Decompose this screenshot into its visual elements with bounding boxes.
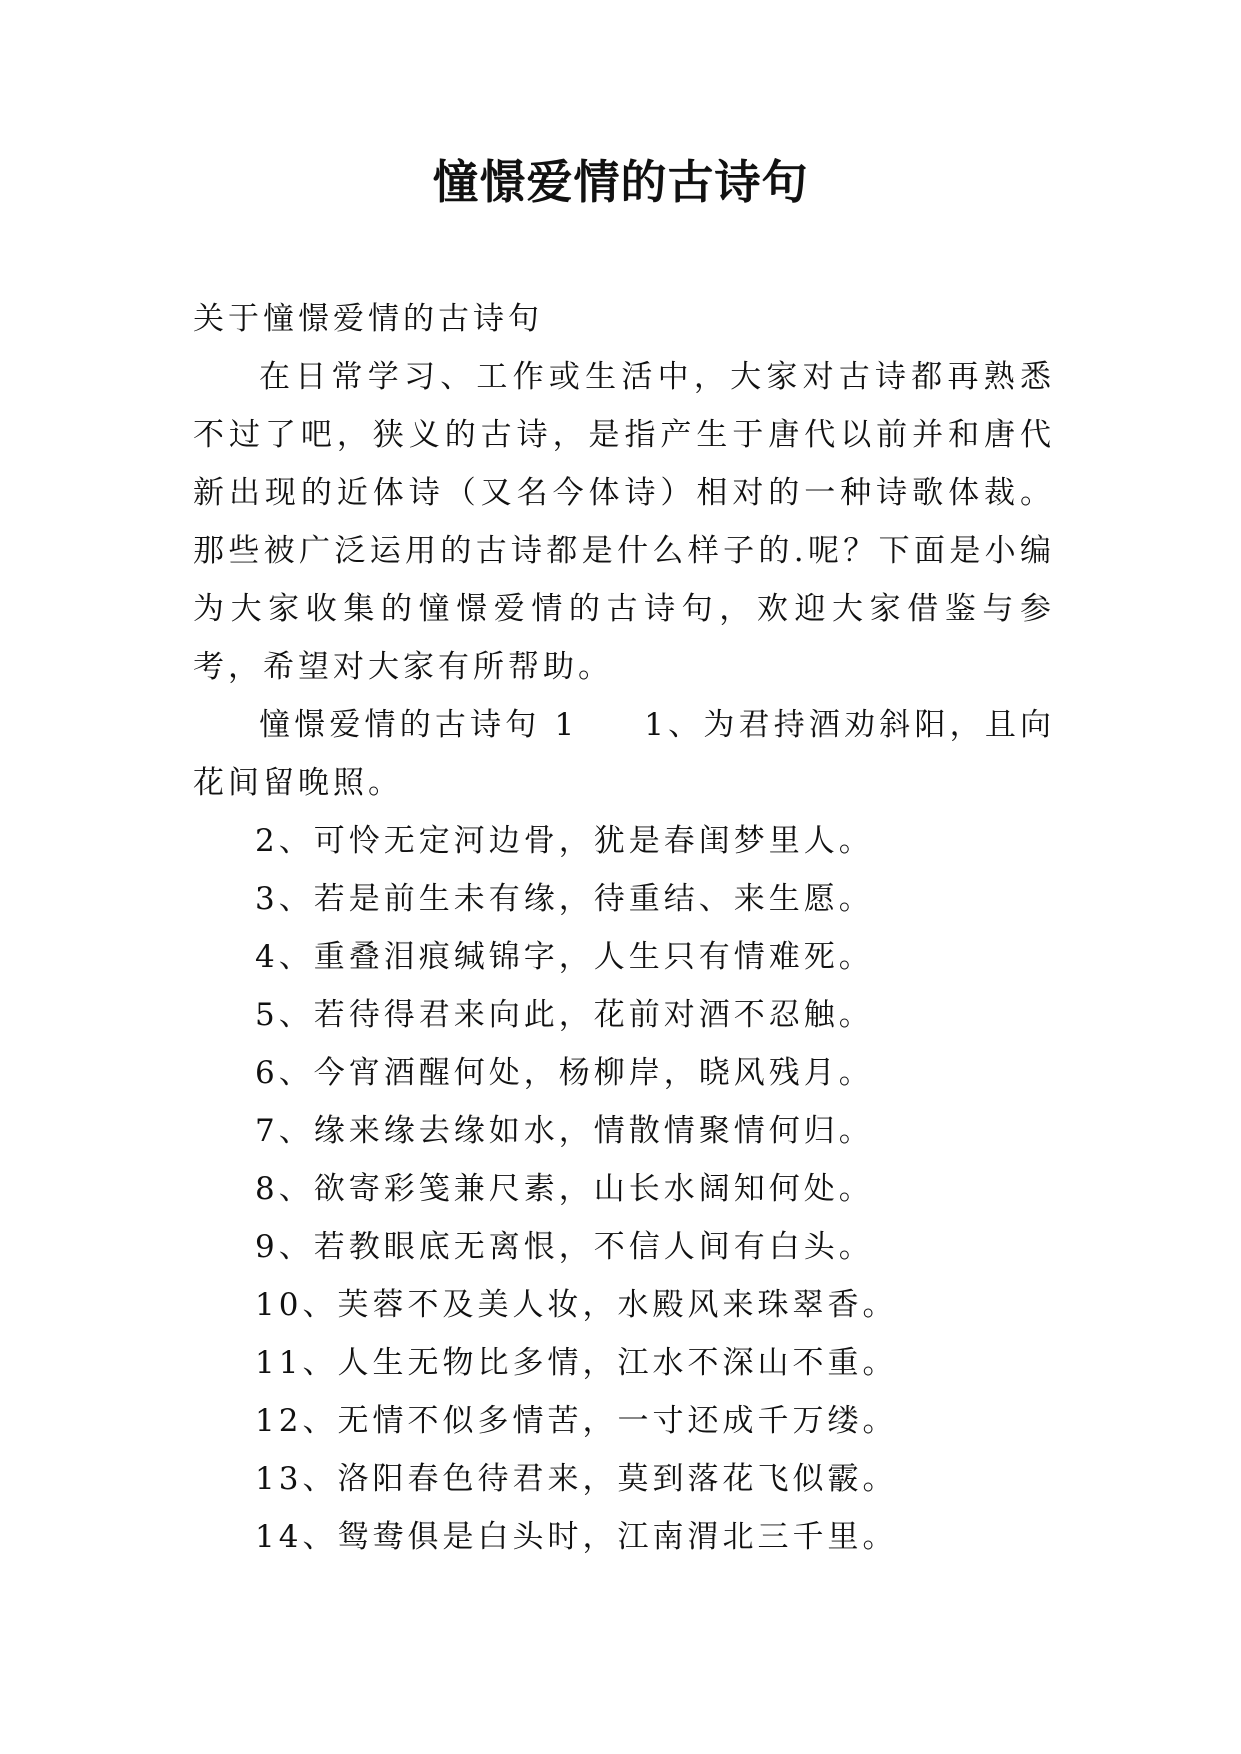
poem-line-1: 1、为君持酒劝斜阳，且向花间留晚照。 bbox=[193, 707, 1056, 801]
document-body bbox=[193, 290, 1055, 1566]
poem-list bbox=[193, 812, 1055, 1566]
document-subtitle: 关于憧憬爱情的古诗句 bbox=[193, 301, 543, 337]
poem-line: 6、今宵酒醒何处，杨柳岸，晓风残月。 bbox=[255, 1055, 874, 1091]
poem-line: 3、若是前生未有缘，待重结、来生愿。 bbox=[255, 881, 874, 917]
poem-line: 5、若待得君来向此，花前对酒不忍触。 bbox=[255, 997, 874, 1033]
poem-line: 7、缘来缘去缘如水，情散情聚情何归。 bbox=[255, 1113, 874, 1149]
poem-line: 14、鸳鸯俱是白头时，江南渭北三千里。 bbox=[255, 1519, 898, 1555]
section-heading: 憧憬爱情的古诗句 1 bbox=[259, 707, 579, 743]
poem-line: 4、重叠泪痕缄锦字，人生只有情难死。 bbox=[255, 939, 874, 975]
document-title: 憧憬爱情的古诗句 bbox=[432, 155, 809, 209]
poem-line: 12、无情不似多情苦，一寸还成千万缕。 bbox=[255, 1403, 898, 1439]
poem-line: 8、欲寄彩笺兼尺素，山长水阔知何处。 bbox=[255, 1171, 874, 1207]
intro-paragraph: 在日常学习、工作或生活中，大家对古诗都再熟悉不过了吧，狭义的古诗，是指产生于唐代以前并和唐代新出现的近体诗（又名今体诗）相对的一种诗歌体裁。那些被广泛运用的古诗都是什么样子的.呢？下面是小编为大家收集的憧憬爱情的古诗句，欢迎大家借鉴与参考，希望对大家有所帮助。 bbox=[193, 359, 1055, 685]
poem-line: 11、人生无物比多情，江水不深山不重。 bbox=[255, 1345, 898, 1381]
poem-line: 10、芙蓉不及美人妆，水殿风来珠翠香。 bbox=[255, 1287, 898, 1323]
poem-line: 2、可怜无定河边骨，犹是春闺梦里人。 bbox=[255, 823, 874, 859]
section-intro-line bbox=[193, 696, 1055, 812]
poem-line: 9、若教眼底无离恨，不信人间有白头。 bbox=[255, 1229, 874, 1265]
poem-line: 13、洛阳春色待君来，莫到落花飞似霰。 bbox=[255, 1461, 898, 1497]
